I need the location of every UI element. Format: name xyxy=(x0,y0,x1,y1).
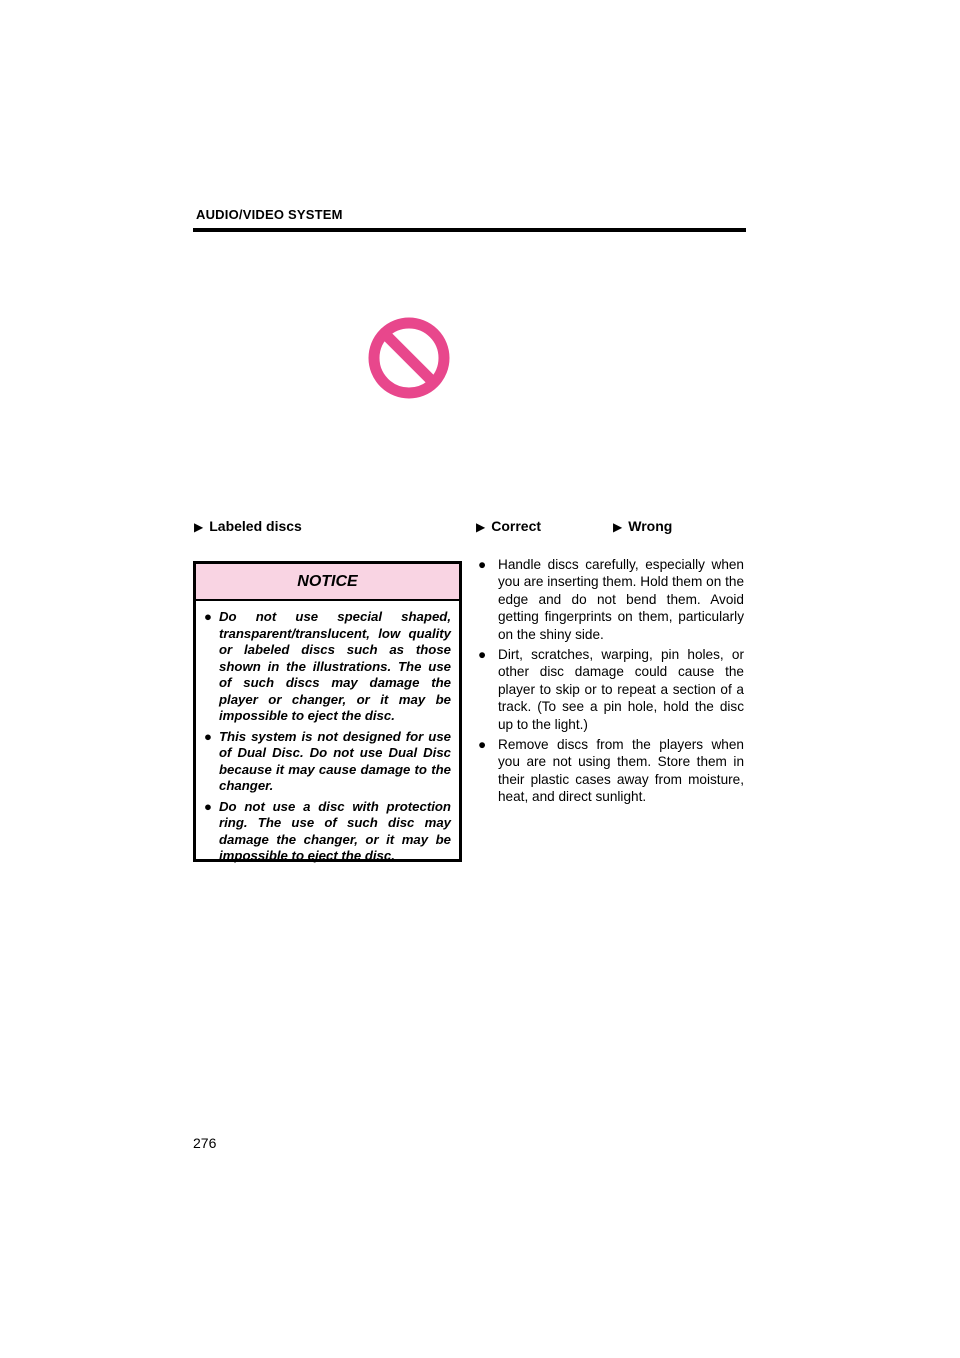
bullet-icon: ● xyxy=(478,557,487,572)
bullet-icon: ● xyxy=(478,647,487,663)
arrow-right-icon: ▶ xyxy=(613,520,623,534)
caption-correct xyxy=(476,518,541,534)
notice-box xyxy=(193,561,462,862)
list-item xyxy=(478,556,744,643)
body-list xyxy=(478,556,744,809)
bullet-icon: ● xyxy=(204,728,212,744)
section-title: AUDIO/VIDEO SYSTEM xyxy=(196,207,343,222)
notice-item xyxy=(204,609,451,725)
notice-item-text: Do not use a disc with protection ring. The use of such disc may damage the changer, or it may be impossible to eject the disc. xyxy=(219,798,451,863)
arrow-right-icon: ▶ xyxy=(476,520,486,534)
bullet-icon: ● xyxy=(204,609,212,624)
caption-wrong-text: Wrong xyxy=(628,518,673,534)
caption-wrong xyxy=(613,518,672,534)
list-item-text: Remove discs from the players when you are not using them. Store them in their plastic cases away from moisture, heat, and direct sunlight. xyxy=(498,737,744,805)
bullet-icon: ● xyxy=(204,798,212,814)
list-item-text: Dirt, scratches, warping, pin holes, or other disc damage could cause the player to skip or to repeat a section of a track. (To see a pin hole, hold the disc up to the light.) xyxy=(498,647,744,732)
list-item xyxy=(478,736,744,806)
notice-item xyxy=(204,799,451,865)
prohibition-icon xyxy=(367,316,451,400)
caption-correct-text: Correct xyxy=(491,518,542,534)
caption-labeled-discs-text: Labeled discs xyxy=(209,518,302,534)
notice-item xyxy=(204,729,451,795)
bullet-icon: ● xyxy=(478,737,487,753)
arrow-right-icon: ▶ xyxy=(194,520,204,534)
list-item-text: Handle discs carefully, especially when you are inserting them. Hold them on the edge and do not bend them. Avoid getting fingerprints on them, particularly on the shiny side. xyxy=(498,557,744,642)
notice-list xyxy=(196,601,459,865)
list-item xyxy=(478,646,744,733)
notice-title: NOTICE xyxy=(196,564,459,601)
caption-labeled-discs xyxy=(194,518,302,534)
section-rule xyxy=(193,228,746,232)
notice-item-text: This system is not designed for use of Dual Disc. Do not use Dual Disc because it may cause damage to the changer. xyxy=(219,728,451,793)
page-number: 276 xyxy=(193,1135,217,1151)
notice-item-text: Do not use special shaped, transparent/translucent, low quality or labeled discs such as those shown in the illustrations. The use of such discs may damage the player or changer, or it may be impossible to eject the disc. xyxy=(219,609,451,723)
